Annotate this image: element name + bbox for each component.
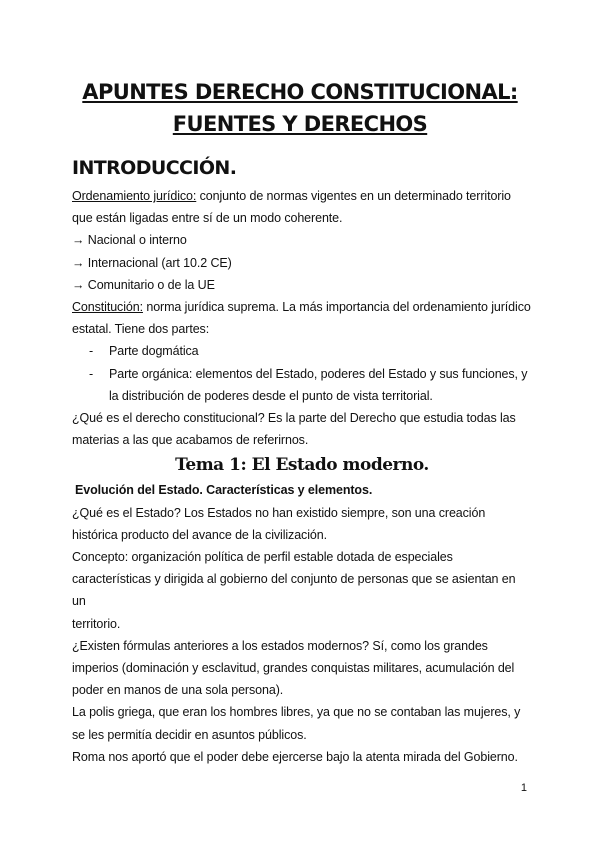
document-body (72, 185, 532, 768)
question-line-2: materias a las que acabamos de referirnos. (72, 433, 309, 448)
bullet-dash: - (89, 366, 94, 381)
paragraph-line: se les permitía decidir en asuntos públicos. (72, 727, 307, 742)
title-line-1: APUNTES DERECHO CONSTITUCIONAL: (82, 80, 518, 104)
paragraph-line: histórica producto del avance de la civilización. (72, 527, 327, 542)
list-item-text-line-1: Parte orgánica: elementos del Estado, poderes del Estado y sus funciones, y (109, 366, 528, 381)
page-number: 1 (520, 782, 527, 794)
ordenamiento-term: Ordenamiento jurídico: (72, 189, 197, 203)
list-item-text: Parte dogmática (109, 344, 199, 359)
constitucion-definition (72, 296, 532, 318)
paragraph-line: Concepto: organización política de perfil estable dotada de especiales (72, 550, 453, 565)
ordenamiento-def-line-2: que están ligadas entre sí de un modo coherente. (72, 211, 343, 226)
title-line-2: FUENTES Y DERECHOS (172, 112, 428, 136)
ordenamiento-def-line-1: conjunto de normas vigentes en un determinado territorio (196, 189, 511, 203)
constitucion-def-line-2: estatal. Tiene dos partes: (72, 322, 210, 337)
list-item (72, 363, 532, 407)
arrow-item-internacional: → Internacional (art 10.2 CE) (72, 255, 232, 270)
ordenamiento-definition (72, 185, 532, 207)
question-line-1: ¿Qué es el derecho constitucional? Es la parte del Derecho que estudia todas las (72, 411, 516, 426)
constitucion-def-line-1: norma jurídica suprema. La más importancia del ordenamiento jurídico (142, 300, 531, 315)
paragraph-line: ¿Existen fórmulas anteriores a los estados modernos? Sí, como los grandes (72, 638, 488, 653)
bullet-dash: - (89, 344, 94, 359)
paragraph-line: La polis griega, que eran los hombres libres, ya que no se contaban las mujeres, y (72, 705, 521, 720)
constitucion-term: Constitución: (72, 300, 143, 315)
arrow-item-nacional: → Nacional o interno (72, 233, 187, 248)
intro-heading: INTRODUCCIÓN. (72, 157, 237, 179)
tema-title: Tema 1: El Estado moderno. (175, 455, 429, 476)
list-item-text-line-2: la distribución de poderes desde el punto de vista territorial. (109, 388, 433, 403)
paragraph-line: imperios (dominación y esclavitud, grandes conquistas militares, acumulación del (72, 661, 515, 676)
section-subheading: Evolución del Estado. Características y elementos. (75, 483, 373, 498)
paragraph-line: ¿Qué es el Estado? Los Estados no han existido siempre, son una creación (72, 505, 486, 520)
document-title (0, 76, 600, 140)
paragraph-line: características y dirigida al gobierno del conjunto de personas que se asientan en un (72, 572, 516, 609)
paragraph-line: poder en manos de una sola persona). (72, 683, 284, 698)
paragraph-line: Roma nos aportó que el poder debe ejercerse bajo la atenta mirada del Gobierno. (72, 749, 518, 764)
constitucion-parts-list (72, 340, 532, 407)
paragraph-line: territorio. (72, 616, 121, 631)
list-item (72, 340, 532, 362)
arrow-item-comunitario: → Comunitario o de la UE (72, 277, 215, 292)
